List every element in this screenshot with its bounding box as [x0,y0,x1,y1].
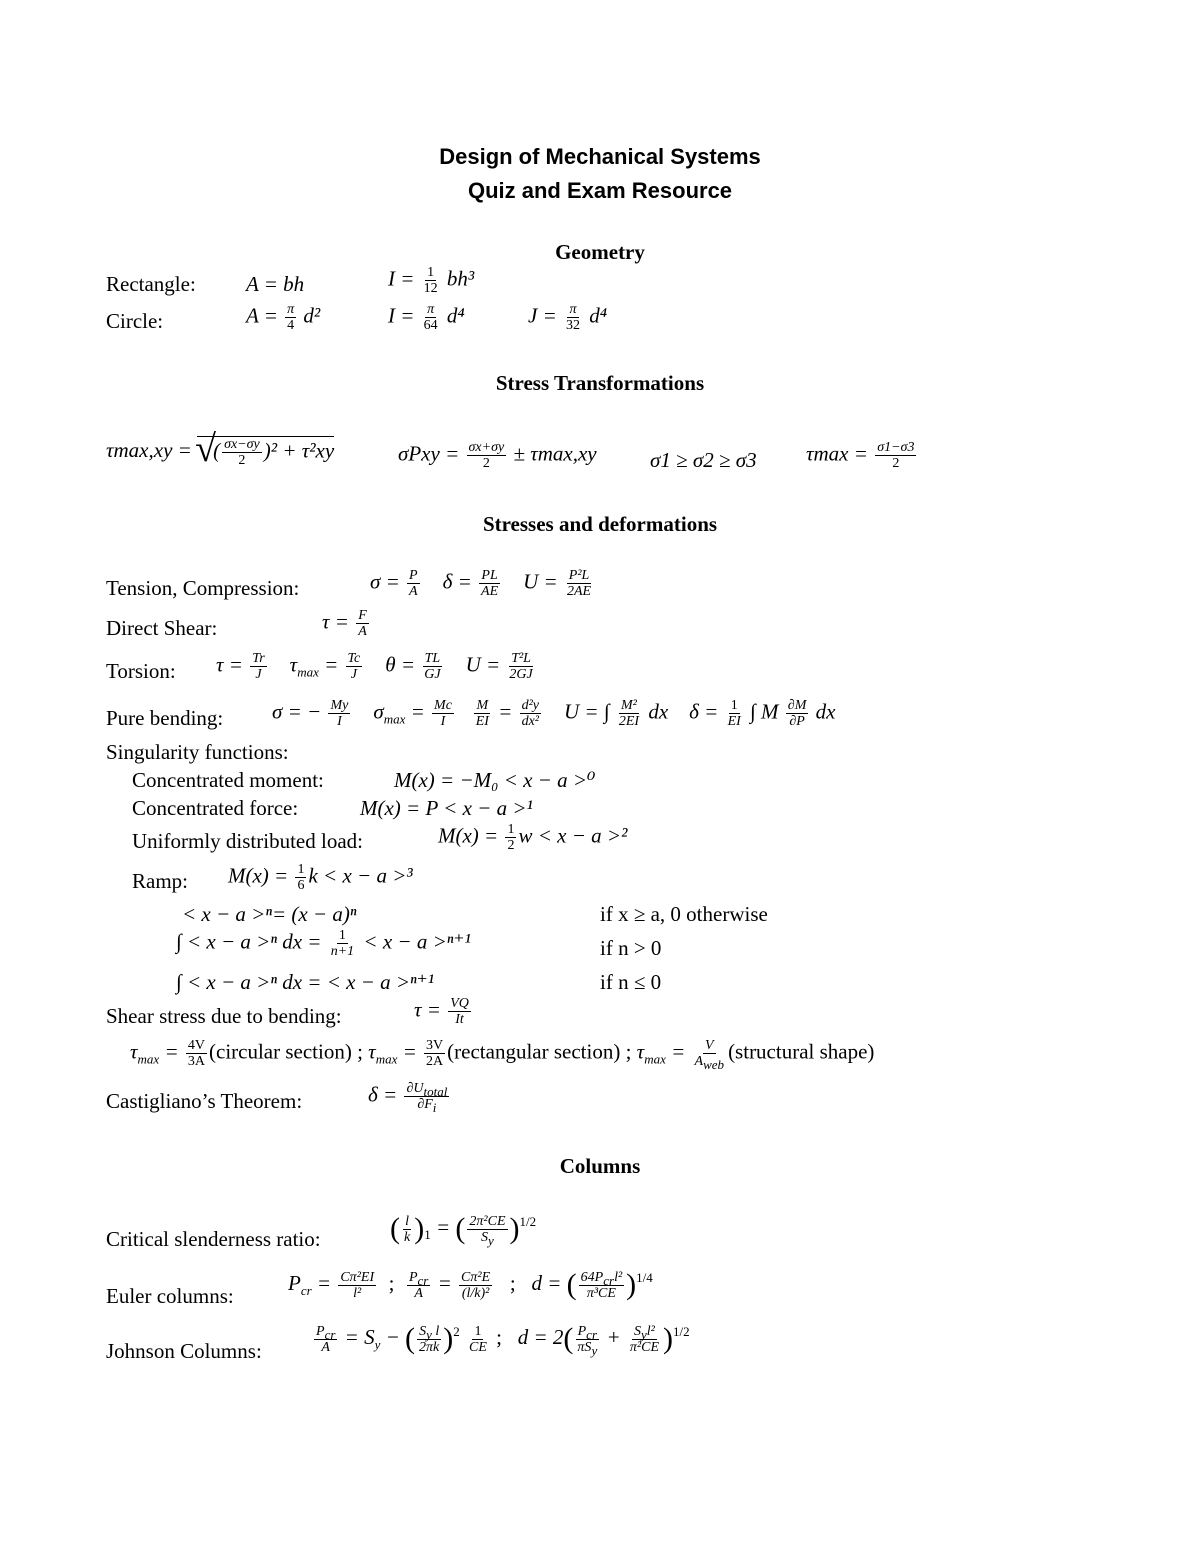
numerator: $S_y$ l [419,1323,440,1342]
section-stresses-deformations: Stresses and deformations [482,512,718,536]
fraction [520,698,541,729]
numerator: M² [621,698,637,713]
macaulay-definition-condition: if x ≥ a, 0 otherwise [600,902,768,926]
paren: ( [390,1212,400,1245]
numerator: $P_{cr}$ [316,1323,336,1342]
circle-area-rhs: d² [303,303,321,328]
section-stress-transformations: Stress Transformations [495,371,705,395]
max-shear-formula [106,436,334,468]
paren: ) [414,1212,425,1245]
denominator: 32 [566,318,580,333]
numerator: 2π²CE [469,1213,506,1229]
denominator: 2 [507,838,515,853]
numerator: $64P_{cr}l^2$ [580,1269,623,1288]
fraction [407,1270,430,1301]
denominator: CE [469,1339,487,1355]
numerator: $\partial U_{total}$ [406,1081,448,1099]
denominator: EI [475,714,489,729]
fraction [479,568,500,599]
ramp-rhs: k < x − a >³ [308,863,413,888]
denominator: k [404,1229,411,1245]
ramp-label: Ramp: [132,869,188,893]
denominator: 2 [892,456,900,471]
euler-label: Euler columns: [106,1284,234,1308]
torsion-label: Torsion: [106,659,176,683]
fraction [432,698,454,729]
fraction [628,1324,661,1355]
denominator: dx² [521,714,539,729]
principal-stress-formula [398,440,597,471]
fraction [579,1270,625,1301]
circle-inertia-lhs: I = [388,303,415,328]
numerator: TL [424,651,441,666]
section-columns: Columns [559,1154,641,1178]
denominator: π³CE [586,1285,616,1301]
denominator: n+1 [330,944,355,959]
numerator: P [409,568,418,583]
integral-rhs: < x − a >ⁿ⁺¹ [363,929,471,954]
circle-polar-inertia [528,302,607,333]
numerator: Cπ²EI [340,1269,375,1285]
fraction [422,302,440,333]
square-root: √ ( $\frac{\sigma x-\sigma y}{2}$ )² + τ²xy [197,436,334,468]
denominator: 2 [238,453,246,468]
fraction [459,1270,492,1301]
denominator: 12 [423,281,438,296]
fraction [448,996,471,1027]
denominator: l² [353,1285,362,1301]
fraction [693,1038,727,1072]
fraction [404,1081,449,1115]
fraction [314,1324,337,1355]
denominator: EI [727,714,741,729]
numerator: V [705,1038,714,1053]
document-title: Design of Mechanical Systems [439,144,761,169]
singularity-label: Singularity functions: [106,740,289,764]
fraction [875,440,916,471]
euler-formulas: $P_{cr}$ = $\frac{\text{Cπ²EI}}{\text{l²}}$ ; $\frac{P_{cr}}{A}$ = $\frac{\text{Cπ²E}}{\text{(l/k)²}}$ ; d = ( $\frac{64P_{cr}l^2}{\text{π³CE}}$ )$^{1/4}$ [288,1268,653,1301]
denominator: ∂P [789,714,805,729]
rectangular-section-text: (rectangular section) ; [447,1039,632,1064]
numerator: VQ [450,996,469,1011]
denominator: J [350,667,357,682]
moment-label: Concentrated moment: [132,768,324,792]
denominator: $\pi S_y$ [577,1339,598,1358]
paren: ) [663,1322,673,1355]
denominator: 2GJ [509,667,533,682]
numerator: 1 [474,1323,482,1339]
paren: ( [405,1322,416,1355]
castigliano-label: Castigliano’s Theorem: [106,1089,303,1113]
fraction [467,1324,489,1355]
numerator: $S_yl^2$ [634,1323,655,1342]
circle-polar-rhs: d⁴ [589,303,608,328]
denominator: π²CE [629,1339,659,1355]
denominator: 2πk [419,1339,440,1355]
numerator: 1 [730,698,738,713]
principal-rest: ± τmax,xy [513,441,597,466]
ramp-equation [228,862,413,893]
udl-rhs: w < x − a >² [518,823,628,848]
denominator: A [409,584,418,599]
denominator: 2AE [566,584,592,599]
numerator: d²y [521,698,539,713]
bending-formulas: σ = − $\frac{My}{I}$ $\sigma_{max}$ = $\frac{Mc}{I}$ $\frac{M}{EI}$ = $\frac{\text{d²y}}{\text{dx²}}$ U = ∫ $\frac{\text{M²}}{2EI}$ dx δ = $\frac{1}{EI}$ ∫ M $\frac{\partial M}{\partial P}$ dx [272,698,836,729]
shear-bending-label: Shear stress due to bending: [106,1004,342,1028]
numerator: 1 [427,265,435,280]
circle-inertia [388,302,465,333]
numerator: Tr [252,651,265,666]
force-label: Concentrated force: [132,796,299,820]
numerator: T²L [511,651,531,666]
fraction [356,608,369,639]
denominator: I [337,714,342,729]
castigliano-formula: δ = $\frac{\partial U_{total}}{\partial F_i}$ [368,1081,448,1115]
udl-label: Uniformly distributed load: [132,829,363,853]
slenderness-formula: ( $\frac{l}{k}$ )$_1$ = ( $\frac{\text{2π²CE}}{S_y}$ )$^{1/2}$ [390,1212,537,1248]
macaulay-integral-nonpositive: ∫ < x − a >ⁿ dx = < x − a >ⁿ⁺¹ [176,970,435,994]
fraction [346,651,363,682]
fraction [422,265,440,296]
denominator: J [255,667,262,682]
tau-max-sections: $\tau_{max}$ = $\frac{4V}{3A}$ (circular section) ; $\tau_{max}$ = $\frac{3V}{2A}$ (rectangular section) ; $\tau_{max}$ = $\frac{V}{A_{web}}$ (structural shape) [130,1038,875,1072]
circle-polar-lhs: J = [528,303,557,328]
denominator: GJ [424,667,441,682]
denominator: A [358,624,367,639]
paren: ( [563,1322,574,1355]
johnson-label: Johnson Columns: [106,1339,262,1363]
bending-label: Pure bending: [106,706,224,730]
numerator: $P_{cr}$ [577,1323,598,1342]
denominator: It [455,1012,464,1027]
torsion-formulas: τ = $\frac{Tr}{J}$ $\tau_{max}$ = $\frac{Tc}{J}$ θ = $\frac{TL}{GJ}$ U = $\frac{\text{T²L}}{2GJ}$ [216,651,533,682]
numerator: 4V [187,1038,205,1053]
numerator: F [358,608,367,623]
paren: ) [626,1268,637,1301]
denominator: 2EI [618,714,640,729]
fraction [575,1323,599,1358]
fraction [329,928,356,959]
fraction [407,568,420,599]
denominator: (l/k)² [461,1285,490,1301]
paren: ( [566,1268,577,1301]
macaulay-integral-positive-condition: if n > 0 [600,936,662,960]
fraction [417,1324,441,1355]
rectangle-inertia [388,265,474,296]
fraction [505,822,516,853]
denominator: I [440,714,446,729]
rectangle-label: Rectangle: [106,272,196,296]
tension-formulas: σ = $\frac{P}{A}$ δ = $\frac{PL}{AE}$ U = $\frac{\text{P²L}}{2AE}$ [370,568,592,599]
numerator: 3V [426,1038,444,1053]
circle-label: Circle: [106,309,164,333]
fraction [564,302,582,333]
tension-label: Tension, Compression: [106,576,300,600]
circle-area-lhs: A = [246,303,278,328]
fraction [726,698,743,729]
numerator: My [330,698,349,713]
numerator: Tc [347,651,361,666]
denominator: $A_{web}$ [694,1054,725,1072]
paren: ) [443,1322,454,1355]
fraction [467,440,507,471]
fraction [424,1038,445,1069]
slenderness-label: Critical slenderness ratio: [106,1227,321,1251]
fraction [250,651,266,682]
rectangle-inertia-rhs: bh³ [446,266,475,291]
numerator: ∂M [787,698,807,713]
numerator: 1 [507,822,515,837]
fraction [402,1214,412,1245]
numerator: P²L [568,568,590,583]
max-shear-rest: + τ²xy [282,438,335,463]
max-shear-lhs: τmax,xy = [106,437,192,462]
numerator: σ1−σ3 [877,440,915,455]
principal-ordering: σ1 ≥ σ2 ≥ σ3 [650,448,757,472]
denominator: 64 [423,318,438,333]
numerator: π [569,302,577,317]
circle-inertia-rhs: d⁴ [446,303,465,328]
numerator: $P_{cr}$ [408,1269,429,1288]
numerator: M [476,698,489,713]
fraction [507,651,534,682]
denominator: 2A [426,1054,444,1069]
fraction [186,1038,207,1069]
rectangle-area: A = bh [246,272,305,296]
direct-shear-label: Direct Shear: [106,616,218,640]
numerator: π [287,302,295,317]
principal-lhs: σPxy = [398,441,460,466]
denominator: $\partial F_i$ [417,1097,437,1115]
macaulay-definition: < x − a >ⁿ= (x − a)ⁿ [182,902,357,926]
fraction [328,698,350,729]
fraction [422,651,442,682]
denominator: A [321,1339,330,1355]
macaulay-integral-positive [176,928,471,959]
numerator: l [405,1213,410,1229]
document-subtitle: Quiz and Exam Resource [467,178,733,203]
rectangle-inertia-lhs: I = [388,266,415,291]
circle-area [246,302,320,333]
numerator: Cπ²E [461,1269,491,1285]
denominator: 6 [297,878,305,893]
numerator: PL [481,568,498,583]
structural-shape-text: (structural shape) [728,1039,875,1064]
fraction [786,698,809,729]
fraction [295,862,306,893]
fraction [338,1270,376,1301]
circular-section-text: (circular section) ; [209,1039,363,1064]
tau-max-formula [806,440,918,471]
fraction [467,1213,507,1248]
integral-lhs: ∫ < x − a >ⁿ dx = [176,929,322,954]
numerator: Mc [434,698,452,713]
paren: ( [455,1212,466,1245]
fraction [474,698,491,729]
numerator: σx−σy [224,437,260,452]
denominator: 4 [287,318,295,333]
fraction [222,437,262,468]
direct-shear-formula: τ = $\frac{F}{A}$ [322,608,367,639]
fraction [285,302,296,333]
numerator: 1 [338,928,346,943]
denominator: 3A [187,1054,205,1069]
ramp-lhs: M(x) = [228,863,289,888]
johnson-formulas: $\frac{P_{cr}}{A}$ = $S_y$ − ( $\frac{S_y l}{2\pi k}$ )$^2$ $\frac{1}{CE}$ ; d = 2( $\frac{P_{cr}}{\pi S_y}$ + $\frac{S_yl^2}{\text{π²CE}}$ )$^{1/2}$ [316,1322,690,1358]
force-equation: M(x) = P < x − a >¹ [360,796,533,820]
moment-equation: M(x) = −M₀ < x − a >⁰ [394,768,596,792]
paren: ) [509,1212,520,1245]
tau-max-lhs: τmax = [806,441,868,466]
denominator: $S_y$ [481,1229,494,1248]
section-geometry: Geometry [555,240,645,264]
macaulay-integral-nonpositive-condition: if n ≤ 0 [600,970,662,994]
numerator: 1 [297,862,305,877]
udl-lhs: M(x) = [438,823,499,848]
denominator: A [414,1285,423,1301]
fraction [565,568,593,599]
udl-equation [438,822,627,853]
denominator: 2 [482,456,490,471]
numerator: σx+σy [468,440,505,455]
numerator: π [427,302,435,317]
shear-bending-formula: τ = $\frac{VQ}{It}$ [414,996,469,1027]
denominator: AE [481,584,499,599]
fraction [617,698,641,729]
